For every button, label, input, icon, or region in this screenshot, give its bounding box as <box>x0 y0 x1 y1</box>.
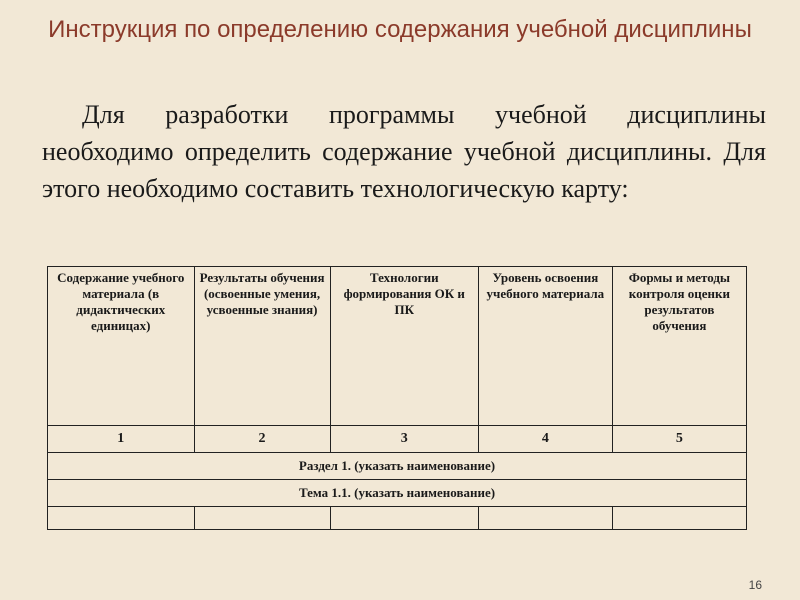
column-number: 4 <box>478 426 612 453</box>
header-cell-results: Результаты обучения (освоенные умения, усвоенные знания) <box>194 267 330 426</box>
slide-title: Инструкция по определению содержания учебной дисциплины <box>48 16 752 43</box>
column-number: 1 <box>48 426 195 453</box>
column-number: 3 <box>330 426 478 453</box>
page-number: 16 <box>748 578 762 592</box>
empty-cell <box>194 507 330 530</box>
header-cell-content: Содержание учебного материала (в дидактических единицах) <box>48 267 195 426</box>
header-cell-level: Уровень освоения учебного материала <box>478 267 612 426</box>
empty-cell <box>612 507 746 530</box>
header-cell-control: Формы и методы контроля оценки результатов обучения <box>612 267 746 426</box>
empty-cell <box>48 507 195 530</box>
technology-map-table <box>47 266 747 530</box>
column-number-row <box>48 426 747 453</box>
section-cell: Раздел 1. (указать наименование) <box>48 453 747 480</box>
empty-cell <box>478 507 612 530</box>
section-row <box>48 453 747 480</box>
table-header-row <box>48 267 747 426</box>
topic-row <box>48 480 747 507</box>
topic-cell: Тема 1.1. (указать наименование) <box>48 480 747 507</box>
body-paragraph: Для разработки программы учебной дисциплины необходимо определить содержание учебной дисциплины. Для этого необходимо составить технологическую карту: <box>42 100 766 203</box>
empty-cell <box>330 507 478 530</box>
column-number: 5 <box>612 426 746 453</box>
empty-row <box>48 507 747 530</box>
header-cell-technologies: Технологии формирования ОК и ПК <box>330 267 478 426</box>
column-number: 2 <box>194 426 330 453</box>
